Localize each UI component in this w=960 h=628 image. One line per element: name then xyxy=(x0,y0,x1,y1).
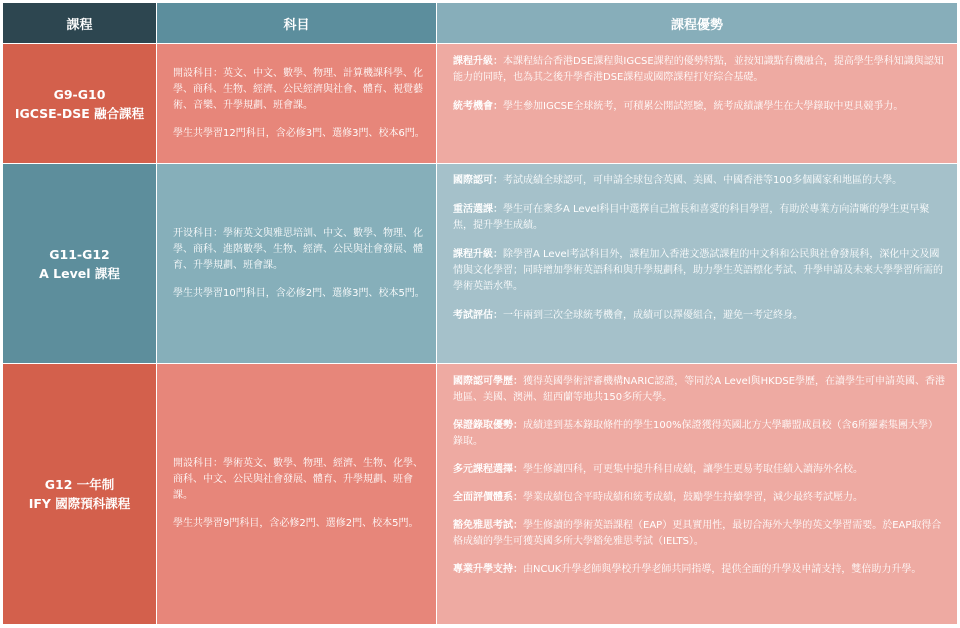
course-name-line1: G12 一年制 xyxy=(44,477,115,492)
advantage-item xyxy=(453,562,947,578)
advantage-item xyxy=(453,418,947,450)
advantage-item xyxy=(453,54,947,86)
row-igcse-advantages xyxy=(437,44,957,164)
advantage-label: 課程升級： xyxy=(453,249,503,260)
subjects-count: 學生共學習9門科目，含必修2門、選修2門、校本5門。 xyxy=(173,518,419,529)
course-name-line2: IFY 國際預科課程 xyxy=(28,496,131,511)
header-course xyxy=(3,3,157,44)
advantage-label: 統考機會： xyxy=(453,101,503,112)
header-subjects xyxy=(157,3,437,44)
advantage-label: 保證錄取優勢： xyxy=(453,420,523,431)
advantage-item xyxy=(453,173,947,189)
row-igcse-subjects xyxy=(157,44,437,164)
subjects-count: 學生共學習10門科目，含必修2門、選修3門、校本5門。 xyxy=(173,287,425,299)
advantage-text: 本課程結合香港DSE課程與IGCSE課程的優勢特點，並按知識點有機融合，提高學生學科知識與認知能力的同時，也為其之後升學香港DSE課程或國際課程打好綜合基礎。 xyxy=(453,56,944,83)
header-advantages xyxy=(437,3,957,44)
subjects-count: 學生共學習12門科目，含必修3門、選修3門、校本6門。 xyxy=(173,127,425,139)
row-alevel-advantages xyxy=(437,164,957,364)
advantage-item xyxy=(453,374,947,406)
advantage-text: 學生可在衆多A Level科目中選擇自己擅長和喜愛的科目學習，有助於專業方向清晰的學生更早聚焦，提升學生成績。 xyxy=(453,204,930,231)
advantage-label: 豁免雅思考試： xyxy=(453,520,523,531)
subjects-offered: 开设科目：學術英文與雅思培訓、中文、數學、物理、化學、商科、進階數學、生物、經濟、公民與社會發展、體育、升學規劃、班會課。 xyxy=(173,227,423,271)
course-name-line2: A Level 課程 xyxy=(39,265,120,281)
advantage-label: 多元課程選擇： xyxy=(453,464,523,475)
advantage-item xyxy=(453,247,947,295)
course-table xyxy=(3,3,957,625)
advantage-text: 學生修讀的學術英語課程（EAP）更具實用性，最切合海外大學的英文學習需要。於EAP取得合格成績的學生可獲英國多所大學豁免雅思考試（IELTS）。 xyxy=(453,520,942,547)
course-name-line1: G11-G12 xyxy=(49,246,110,262)
course-name xyxy=(3,364,156,624)
advantage-label: 全面評價體系： xyxy=(453,492,523,503)
advantage-text: 學生參加IGCSE全球統考，可積累公開試經驗，統考成績讓學生在大學錄取中更具競爭力。 xyxy=(503,101,904,112)
row-ify-course-cell xyxy=(3,364,157,625)
advantage-label: 課程升級： xyxy=(453,56,503,67)
row-alevel-course-cell xyxy=(3,164,157,364)
advantage-item xyxy=(453,490,947,506)
advantage-text: 考試成績全球認可，可申請全球包含英國、美國、中國香港等100多個國家和地區的大學。 xyxy=(503,175,903,186)
advantage-item xyxy=(453,99,947,115)
advantage-item xyxy=(453,202,947,234)
advantage-text: 學生修讀四科，可更集中提升科目成績，讓學生更易考取佳績入讀海外名校。 xyxy=(523,464,863,475)
subjects-offered: 開設科目：學術英文、數學、物理、經濟、生物、化學、商科、中文、公民與社會發展、體育、升學規劃、班會課。 xyxy=(173,458,423,501)
advantage-text: 由NCUK升學老師與學校升學老師共同指導，提供全面的升學及申請支持，雙倍助力升學。 xyxy=(523,564,922,575)
advantage-item xyxy=(453,308,947,324)
row-ify-advantages xyxy=(437,364,957,625)
advantage-label: 重活選課： xyxy=(453,204,503,215)
row-alevel-subjects xyxy=(157,164,437,364)
advantage-text: 學業成績包含平時成績和統考成績，鼓勵學生持續學習，減少最終考試壓力。 xyxy=(523,492,863,503)
advantage-text: 除學習A Level考試科目外，課程加入香港文憑試課程的中文科和公民與社會發展科，深化中文及國情與文化學習；同時增加學術英語科和與升學規劃科，助力學生英語標化考試、升學申請及未來大學學習所需的學術英語水準。 xyxy=(453,249,943,292)
course-name-line2: IGCSE-DSE 融合課程 xyxy=(14,105,145,121)
advantage-item xyxy=(453,462,947,478)
header-subjects-label: 科目 xyxy=(283,17,310,33)
advantage-text: 獲得英國學術評審機構NARIC認證，等同於A Level與HKDSE學歷，在讀學生可申請英國、香港地區、美國、澳洲、紐西蘭等地共150多所大學。 xyxy=(453,376,946,403)
row-ify-subjects xyxy=(157,364,437,625)
advantage-label: 國際認可學歷： xyxy=(453,376,523,387)
row-igcse-course-cell xyxy=(3,44,157,164)
course-name xyxy=(3,44,156,163)
advantage-item xyxy=(453,518,947,550)
header-advantages-label: 課程優勢 xyxy=(670,17,723,33)
header-course-label: 課程 xyxy=(66,17,93,33)
subjects-offered: 開設科目：英文、中文、數學、物理、計算機課科學、化學、商科、生物、經濟、公民經濟與社會、體育、視覺藝術、音樂、升學規劃、班會課。 xyxy=(173,67,423,111)
advantage-label: 專業升學支持： xyxy=(453,564,523,575)
advantage-label: 考試評估： xyxy=(453,310,503,321)
advantage-label: 國際認可： xyxy=(453,175,503,186)
course-name xyxy=(3,164,156,363)
advantage-text: 成績達到基本錄取條件的學生100%保證獲得英國北方大學聯盟成員校（含6所羅素集團大學）錄取。 xyxy=(453,420,938,447)
advantage-text: 一年兩到三次全球統考機會，成績可以擇優組合，避免一考定終身。 xyxy=(503,310,803,321)
course-name-line1: G9-G10 xyxy=(53,86,106,102)
